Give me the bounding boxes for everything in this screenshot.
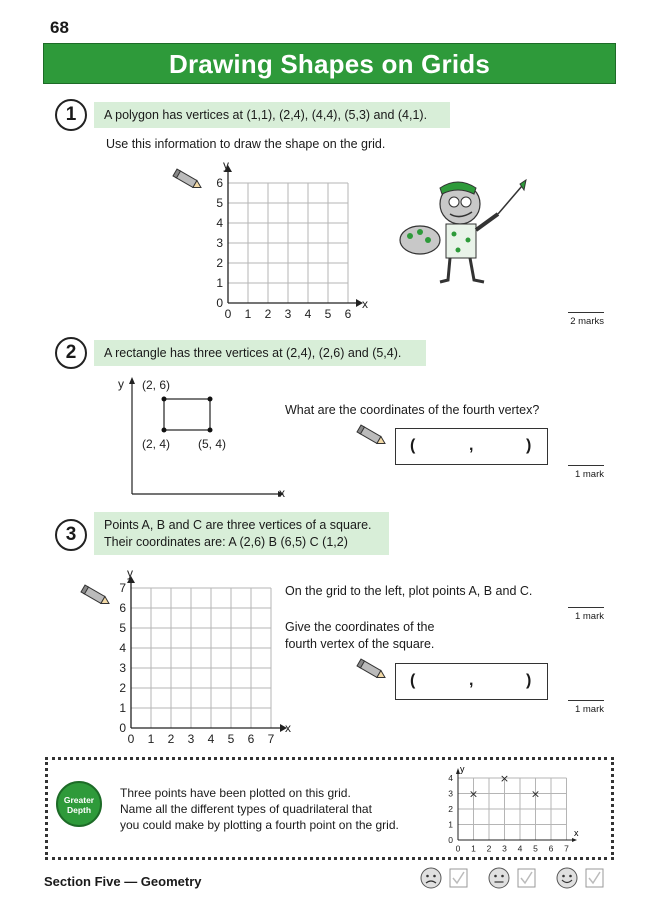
comma: , bbox=[469, 437, 474, 454]
gd-text-line1: Three points have been plotted on this grid. bbox=[120, 786, 351, 800]
x-tick-label: 4 bbox=[207, 732, 215, 746]
x-tick-label: 3 bbox=[187, 732, 195, 746]
self-assessment-neutral[interactable] bbox=[488, 866, 538, 890]
question-2-number: 2 bbox=[55, 337, 87, 369]
badge-line2: Depth bbox=[66, 805, 92, 815]
question-3-instruction-2-line2: fourth vertex of the square. bbox=[285, 637, 435, 651]
page-title: Drawing Shapes on Grids bbox=[43, 43, 616, 84]
question-3-answer-box[interactable] bbox=[395, 663, 548, 700]
question-3-number: 3 bbox=[55, 519, 87, 551]
comma: , bbox=[469, 672, 474, 689]
question-3-instruction-2 bbox=[285, 619, 434, 653]
gd-text-line2: Name all the different types of quadrilateral that bbox=[120, 802, 372, 816]
question-2-marks: 1 mark bbox=[568, 465, 604, 480]
y-tick-label: 3 bbox=[216, 236, 223, 251]
point-label: (5, 4) bbox=[198, 437, 227, 451]
plotted-point: × bbox=[468, 787, 479, 801]
x-tick-label: 5 bbox=[227, 732, 235, 746]
x-axis-label: x bbox=[285, 721, 291, 735]
question-1-prompt: A polygon has vertices at (1,1), (2,4), (4,4), (5,3) and (4,1). bbox=[94, 102, 450, 128]
vertex-point bbox=[208, 397, 213, 402]
x-tick-label: 6 bbox=[344, 307, 352, 321]
question-2-question: What are the coordinates of the fourth vertex? bbox=[285, 403, 540, 417]
badge-line1: Greater bbox=[63, 795, 95, 805]
greater-depth-text bbox=[120, 785, 399, 833]
x-axis-arrow bbox=[572, 838, 577, 842]
greater-depth-badge bbox=[56, 781, 102, 827]
y-tick-label: 2 bbox=[448, 803, 453, 814]
x-tick-label: 4 bbox=[304, 307, 312, 321]
y-tick-label: 1 bbox=[119, 701, 126, 716]
plotted-point: × bbox=[499, 772, 510, 785]
question-3-prompt-line2: Their coordinates are: A (2,6) B (6,5) C (1,2) bbox=[104, 535, 348, 549]
happy-face-icon bbox=[557, 868, 577, 888]
rectangle-partial bbox=[164, 399, 210, 430]
y-tick-label: 0 bbox=[216, 296, 223, 311]
y-tick-label: 2 bbox=[216, 256, 223, 271]
x-tick-label: 2 bbox=[167, 732, 175, 746]
x-tick-label: 5 bbox=[533, 843, 538, 853]
x-tick-label: 7 bbox=[267, 732, 275, 746]
open-bracket: ( bbox=[410, 672, 416, 689]
vertex-point bbox=[162, 397, 167, 402]
x-tick-label: 4 bbox=[517, 843, 523, 853]
y-tick-label: 1 bbox=[216, 276, 223, 291]
question-3-prompt-line1: Points A, B and C are three vertices of a square. bbox=[104, 518, 372, 532]
y-tick-label: 4 bbox=[119, 641, 126, 656]
point-label: (2, 6) bbox=[142, 378, 171, 392]
question-1-grid[interactable] bbox=[196, 158, 376, 326]
x-tick-label: 7 bbox=[564, 843, 569, 853]
y-tick-label: 2 bbox=[119, 681, 126, 696]
y-tick-label: 3 bbox=[448, 788, 453, 799]
x-tick-label: 0 bbox=[224, 307, 232, 321]
vertex-point bbox=[208, 428, 213, 433]
painter-illustration bbox=[398, 178, 538, 288]
neutral-face-icon bbox=[489, 868, 509, 888]
y-tick-label: 7 bbox=[119, 581, 126, 596]
close-bracket: ) bbox=[526, 672, 532, 689]
question-2-prompt: A rectangle has three vertices at (2,4), (2,6) and (5,4). bbox=[94, 340, 426, 366]
y-axis-label: y bbox=[127, 566, 133, 580]
y-tick-label: 1 bbox=[448, 819, 453, 830]
checkbox-icon bbox=[586, 869, 603, 887]
open-bracket: ( bbox=[410, 437, 416, 454]
self-assessment-happy[interactable] bbox=[556, 866, 606, 890]
x-tick-label: 2 bbox=[264, 307, 272, 321]
vertex-point bbox=[162, 428, 167, 433]
point-label: (2, 4) bbox=[142, 437, 171, 451]
x-tick-label: 5 bbox=[324, 307, 332, 321]
footer-section-label: Section Five — Geometry bbox=[44, 874, 202, 889]
question-3-marks-1: 1 mark bbox=[568, 607, 604, 622]
gd-text-line3: you could make by plotting a fourth point on the grid. bbox=[120, 818, 399, 832]
plotted-point: × bbox=[530, 787, 541, 801]
page-number: 68 bbox=[50, 18, 69, 37]
question-3-marks-2: 1 mark bbox=[568, 700, 604, 715]
sad-face-icon bbox=[421, 868, 441, 888]
y-tick-label: 5 bbox=[119, 621, 126, 636]
y-tick-label: 0 bbox=[119, 721, 126, 736]
x-tick-label: 1 bbox=[244, 307, 252, 321]
x-tick-label: 6 bbox=[548, 843, 554, 853]
y-tick-label: 6 bbox=[216, 176, 223, 191]
x-tick-label: 6 bbox=[247, 732, 255, 746]
x-axis-label: x bbox=[362, 297, 368, 311]
x-axis-label: x bbox=[279, 486, 285, 500]
close-bracket: ) bbox=[526, 437, 532, 454]
y-tick-label: 0 bbox=[448, 834, 453, 845]
x-tick-label: 1 bbox=[147, 732, 155, 746]
y-axis-label: y bbox=[118, 377, 124, 391]
y-axis-arrow bbox=[129, 377, 135, 384]
x-tick-label: 2 bbox=[486, 843, 492, 853]
pencil-icon bbox=[356, 658, 388, 682]
pencil-icon bbox=[356, 424, 388, 448]
question-2-answer-box[interactable] bbox=[395, 428, 548, 465]
question-2-diagram bbox=[112, 372, 292, 502]
question-1-instruction: Use this information to draw the shape on the grid. bbox=[106, 137, 386, 151]
y-tick-label: 3 bbox=[119, 661, 126, 676]
question-3-instruction-1: On the grid to the left, plot points A, B and C. bbox=[285, 584, 533, 598]
y-axis-label: y bbox=[460, 764, 465, 774]
y-tick-label: 5 bbox=[216, 196, 223, 211]
question-1-marks: 2 marks bbox=[568, 312, 604, 327]
y-axis-label: y bbox=[223, 158, 229, 172]
checkbox-icon bbox=[518, 869, 535, 887]
self-assessment-sad[interactable] bbox=[420, 866, 470, 890]
question-1-number: 1 bbox=[55, 99, 87, 131]
x-tick-label: 0 bbox=[455, 843, 461, 853]
x-tick-label: 3 bbox=[284, 307, 292, 321]
checkbox-icon bbox=[450, 869, 467, 887]
x-tick-label: 0 bbox=[127, 732, 135, 746]
y-tick-label: 4 bbox=[216, 216, 223, 231]
question-3-grid[interactable] bbox=[100, 565, 300, 747]
x-axis-label: x bbox=[574, 828, 579, 838]
x-tick-label: 1 bbox=[471, 843, 476, 853]
x-tick-label: 3 bbox=[502, 843, 507, 853]
question-3-prompt bbox=[94, 512, 389, 555]
y-tick-label: 4 bbox=[448, 772, 453, 783]
question-3-instruction-2-line1: Give the coordinates of the bbox=[285, 620, 435, 634]
y-tick-label: 6 bbox=[119, 601, 126, 616]
greater-depth-grid[interactable] bbox=[440, 763, 586, 853]
